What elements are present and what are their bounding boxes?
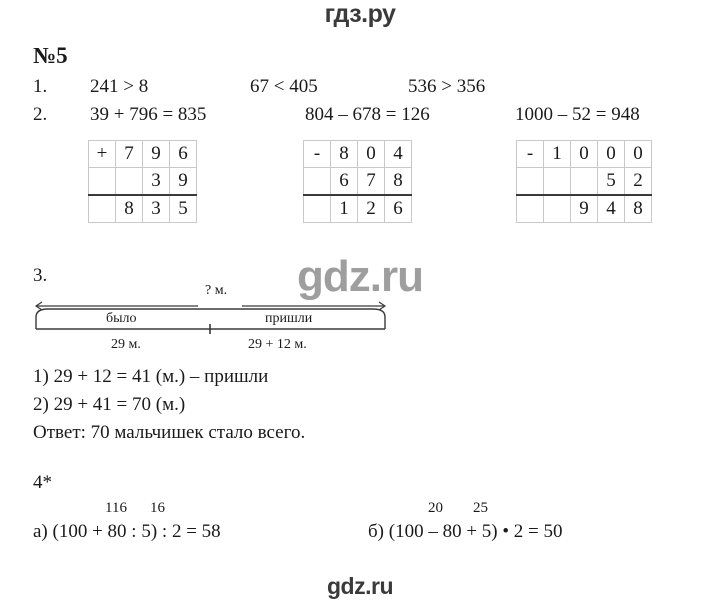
item-3-marker: 3. [33,265,48,286]
cell [517,195,544,223]
scheme-left-label: было [106,311,137,326]
cell: 0 [598,141,625,168]
cell: 1 [544,141,571,168]
cell [116,168,143,196]
item-4a-over-second: 16 [150,500,165,516]
cell [544,168,571,196]
comparison-3: 536 > 356 [408,76,486,97]
cell: 9 [571,195,598,223]
cell: 0 [571,141,598,168]
equation-3: 1000 – 52 = 948 [515,104,640,125]
comparison-2: 67 < 405 [250,76,318,97]
cell [517,168,544,196]
cell: 1 [331,195,358,223]
cell: 3 [143,168,170,196]
cell: 2 [358,195,385,223]
item-1-marker: 1. [33,76,48,97]
watermark-bottom: gdz.ru [327,573,393,599]
item-4-marker: 4* [33,472,52,493]
item-2-marker: 2. [33,104,48,125]
table-row [517,141,652,168]
cell: 4 [598,195,625,223]
cell: 4 [385,141,412,168]
cell [304,195,331,223]
scheme-right-label: пришли [265,311,313,326]
cell: 7 [116,141,143,168]
cell: 3 [143,195,170,223]
cell: 0 [358,141,385,168]
table-row [89,168,197,196]
table-row [304,168,412,196]
cell: 6 [331,168,358,196]
item-4b-expression: б) (100 – 80 + 5) • 2 = 50 [368,521,563,542]
table-row [517,195,652,223]
answer-line: Ответ: 70 мальчишек стало всего. [33,422,306,443]
table-row [304,195,412,223]
cell: 5 [170,195,197,223]
cell: 7 [358,168,385,196]
watermark-top: гдз.ру [324,0,396,28]
cell-sign: - [517,141,544,168]
cell-sign: + [89,141,116,168]
cell [304,168,331,196]
equation-1: 39 + 796 = 835 [90,104,207,125]
cell: 8 [625,195,652,223]
brace-scheme [30,283,400,355]
cell: 8 [116,195,143,223]
comparison-1: 241 > 8 [90,76,149,97]
cell: 9 [170,168,197,196]
scheme-left-value: 29 м. [111,337,141,352]
cell: 6 [385,195,412,223]
cell [571,168,598,196]
table-row [517,168,652,196]
table-row [304,141,412,168]
cell [89,195,116,223]
cell: 2 [625,168,652,196]
solution-step-1: 1) 29 + 12 = 41 (м.) – пришли [33,366,269,387]
table-row [89,141,197,168]
equation-2: 804 – 678 = 126 [305,104,430,125]
cell: 8 [331,141,358,168]
item-4a-expression: а) (100 + 80 : 5) : 2 = 58 [33,521,221,542]
table-row [89,195,197,223]
watermark-middle: gdz.ru [297,252,423,301]
column-subtraction-1 [303,140,412,223]
column-subtraction-2 [516,140,652,223]
cell: 9 [143,141,170,168]
column-addition-1 [88,140,197,223]
cell-sign: - [304,141,331,168]
task-number: №5 [33,43,68,68]
cell [544,195,571,223]
cell [89,168,116,196]
solution-step-2: 2) 29 + 41 = 70 (м.) [33,394,186,415]
item-4a-over-first: 116 [105,500,127,516]
cell: 0 [625,141,652,168]
cell: 5 [598,168,625,196]
cell: 8 [385,168,412,196]
scheme-right-value: 29 + 12 м. [248,337,307,352]
item-4b-over-first: 20 [428,500,443,516]
scheme-question-label: ? м. [205,283,228,298]
item-4b-over-second: 25 [473,500,488,516]
cell: 6 [170,141,197,168]
